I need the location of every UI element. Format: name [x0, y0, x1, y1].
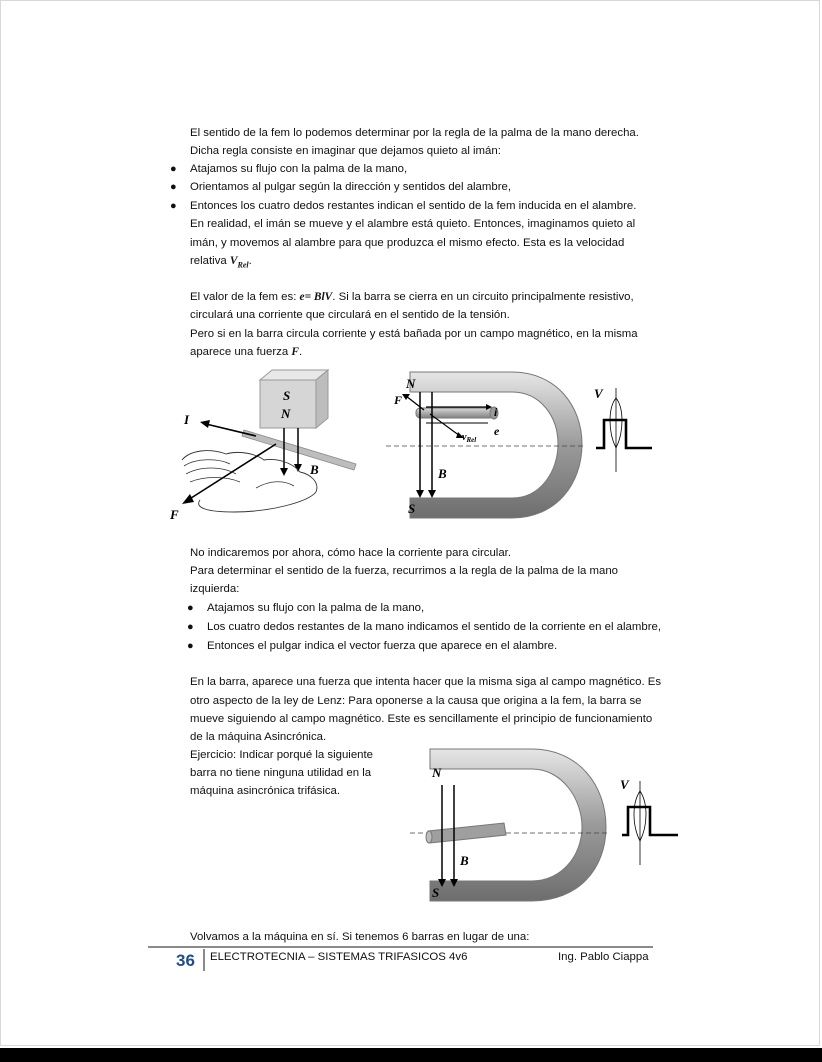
- paragraph-line: No indicaremos por ahora, cómo hace la corriente para circular.: [190, 547, 511, 559]
- text-span: .: [298, 346, 303, 358]
- exercise-line: Ejercicio: Indicar porqué la siguiente: [190, 749, 373, 761]
- list-item: Entonces los cuatro dedos restantes indican el sentido de la fem inducida en el alambre.: [190, 200, 637, 212]
- voltage-label: V: [620, 777, 629, 792]
- square-pulse: [596, 420, 652, 448]
- force-label: F: [170, 507, 179, 522]
- force-label: F: [394, 393, 403, 407]
- force-symbol: F: [291, 346, 299, 358]
- paragraph-line: de la máquina Asincrónica.: [190, 731, 327, 743]
- force-arrow: [406, 396, 424, 410]
- velocity-subscript: Rel: [466, 436, 477, 444]
- paragraph-line: circulará una corriente que circulará en el sentido de la tensión.: [190, 309, 510, 321]
- list-item: Atajamos su flujo con la palma de la mano,: [207, 602, 425, 614]
- square-pulse: [622, 807, 678, 835]
- emf-label: e: [494, 424, 500, 438]
- voltage-label: V: [594, 386, 603, 401]
- paragraph-line: izquierda:: [190, 583, 240, 595]
- tilted-bar: [428, 823, 506, 843]
- north-pole-label: N: [432, 765, 442, 780]
- bullet-icon: ●: [187, 621, 194, 633]
- u-magnet: [430, 749, 606, 901]
- field-arrowhead-icon: [416, 490, 424, 498]
- paragraph-line: [190, 252, 252, 275]
- velocity-subscript: Rel: [237, 260, 249, 270]
- right-hand-rule-figure: [160, 362, 370, 522]
- velocity-symbol: v: [462, 432, 467, 443]
- bullet-icon: ●: [170, 181, 177, 193]
- bullet-icon: ●: [187, 640, 194, 652]
- north-pole-label: N: [406, 376, 416, 391]
- page-number: 36: [176, 951, 195, 970]
- field-label: B: [460, 853, 469, 868]
- text-span: .: [248, 255, 252, 267]
- current-label: I: [184, 412, 190, 427]
- paragraph-line: imán, y movemos al alambre para que produzca el mismo efecto. Esta es la velocidad: [190, 237, 625, 249]
- paragraph-line: En realidad, el imán se mueve y el alambre está quieto. Entonces, imaginamos quieto al: [190, 218, 636, 230]
- force-arrowhead-icon: [402, 394, 410, 400]
- magnet-bar-force-figure: [380, 368, 660, 523]
- list-item: Atajamos su flujo con la palma de la mano,: [190, 163, 408, 175]
- bullet-icon: ●: [170, 163, 177, 175]
- list-item: Entonces el pulgar indica el vector fuerza que aparece en el alambre.: [207, 640, 558, 652]
- conductor-bar: [416, 408, 494, 418]
- paragraph-line: Pero si en la barra circula corriente y está bañada por un campo magnético, en la misma: [190, 328, 638, 340]
- current-arrowhead-icon: [200, 420, 210, 428]
- force-arrowhead-icon: [182, 494, 194, 504]
- paragraph-line: Volvamos a la máquina en sí. Si tenemos 6 barras en lugar de una:: [190, 931, 530, 943]
- field-label: B: [310, 462, 319, 477]
- south-pole-label: S: [408, 501, 416, 516]
- paragraph-line: En la barra, aparece una fuerza que intenta hacer que la misma siga al campo magnético. Es: [190, 676, 662, 688]
- paragraph-line: otro aspecto de la ley de Lenz: Para oponerse a la causa que origina a la fem, la barra se: [190, 695, 642, 707]
- text-span: El valor de la fem es:: [190, 291, 300, 303]
- paragraph-line: Dicha regla consiste en imaginar que dejamos quieto al imán:: [190, 145, 501, 157]
- u-magnet: [410, 372, 582, 518]
- magnet-s-label: S: [283, 388, 291, 403]
- footer-separator: [203, 949, 205, 971]
- hand-palm-line: [256, 482, 294, 488]
- hand-fingers: [184, 460, 240, 482]
- current-label: i: [494, 405, 498, 419]
- bullet-icon: ●: [187, 602, 194, 614]
- footer-divider: [148, 946, 653, 948]
- tilted-bar-end: [426, 831, 432, 843]
- exercise-line: barra no tiene ninguna utilidad en la: [190, 767, 372, 779]
- bullet-icon: ●: [170, 200, 177, 212]
- magnet-n-label: N: [281, 406, 291, 421]
- text-span: relativa: [190, 255, 230, 267]
- list-item: Los cuatro dedos restantes de la mano indicamos el sentido de la corriente en el alambre,: [207, 621, 661, 633]
- velocity-symbol: V: [229, 255, 238, 267]
- field-arrowhead-icon: [428, 490, 436, 498]
- exercise-line: máquina asincrónica trifásica.: [190, 785, 341, 797]
- text-span: . Si la barra se cierra en un circuito principalmente resistivo,: [332, 291, 634, 303]
- exercise-magnet-figure: [400, 745, 685, 907]
- paragraph-line: El sentido de la fem lo podemos determinar por la regla de la palma de la mano derecha.: [190, 127, 639, 139]
- current-arrow: [206, 424, 256, 436]
- field-label: B: [438, 466, 447, 481]
- paragraph-line: Para determinar el sentido de la fuerza, recurrimos a la regla de la palma de la mano: [190, 565, 619, 577]
- velocity-label: [462, 432, 476, 444]
- list-item: Orientamos al pulgar según la dirección y sentidos del alambre,: [190, 181, 512, 193]
- south-pole-label: S: [432, 885, 440, 900]
- field-arrowhead-icon: [280, 468, 288, 476]
- magnet-side-face: [316, 370, 328, 428]
- field-arrowhead-icon: [294, 464, 302, 472]
- paragraph-line: mueve siguiendo al campo magnético. Este es sencillamente el principio de funcionamiento: [190, 713, 653, 725]
- footer-author: Ing. Pablo Ciappa: [558, 951, 649, 963]
- paragraph-line: [190, 343, 302, 361]
- text-span: aparece una fuerza: [190, 346, 292, 358]
- footer-title: ELECTROTECNIA – SISTEMAS TRIFASICOS 4v6: [210, 951, 468, 963]
- paragraph-line: [190, 288, 634, 306]
- window-bottom-bar: [0, 1048, 822, 1062]
- emf-formula: e= BlV: [299, 291, 333, 303]
